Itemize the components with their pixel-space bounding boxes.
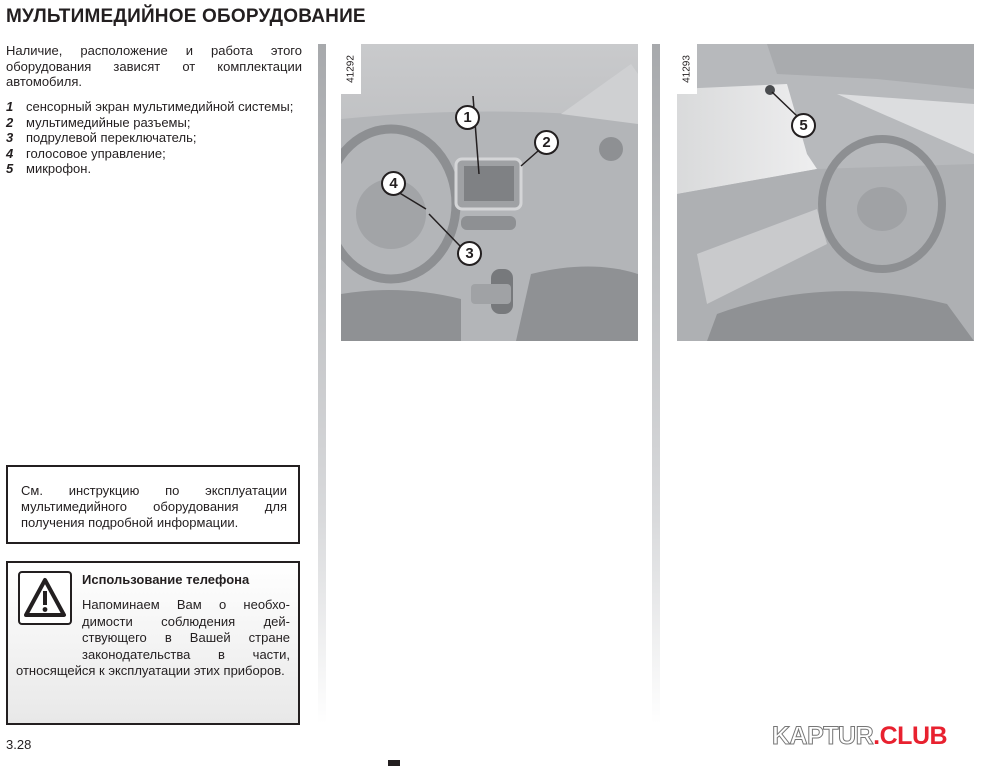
crop-mark [388,760,400,766]
dashboard-photo [341,44,638,341]
list-item [6,161,302,177]
item-text: голосовое управление; [26,145,166,161]
warning-text: Напоминаем Вам о необходимости соблюдения действующего в Вашей стране законодательства в части, относящейся к эксплуатации этих приборов. [16,597,290,678]
column-divider [652,44,660,724]
info-note-text: См. инструкцию по эксплуатации мультимедийного оборудования для получения подробной информации. [21,483,287,530]
figure-reference: 41292 [341,44,361,94]
cabin-illustration [677,44,974,341]
callout-1: 1 [455,105,480,130]
intro-paragraph: Наличие, расположение и работа этого оборудования зависят от комплектации автомобиля. [6,43,302,89]
item-text: микрофон. [26,161,92,176]
microphone-photo [677,44,974,341]
warning-box [6,561,300,725]
item-number: 4 [6,145,14,161]
item-number: 1 [6,99,14,114]
watermark-logo: KAPTUR.CLUB [772,722,948,750]
list-item [6,146,302,162]
list-item [6,99,302,115]
figure-reference: 41293 [677,44,697,94]
item-text: подрулевой переключатель; [26,130,197,145]
item-number: 2 [6,114,14,130]
item-number: 3 [6,130,14,145]
callout-2: 2 [534,130,559,155]
page-title: МУЛЬТИМЕДИЙНОЕ ОБОРУДОВАНИЕ [6,6,366,27]
callout-4: 4 [381,171,406,196]
callout-3: 3 [457,241,482,266]
list-item [6,115,302,131]
callout-5: 5 [791,113,816,138]
warning-title: Использование телефона [82,572,250,587]
item-text: мультимедийные разъемы; [26,114,191,130]
info-note-box [6,465,300,544]
warning-text-block [16,597,290,680]
column-divider [318,44,326,724]
page-number: 3.28 [6,737,32,752]
list-item [6,130,302,146]
item-number: 5 [6,161,14,176]
item-text: сенсорный экран мультимедийной системы; [26,99,294,114]
equipment-list [6,99,302,177]
